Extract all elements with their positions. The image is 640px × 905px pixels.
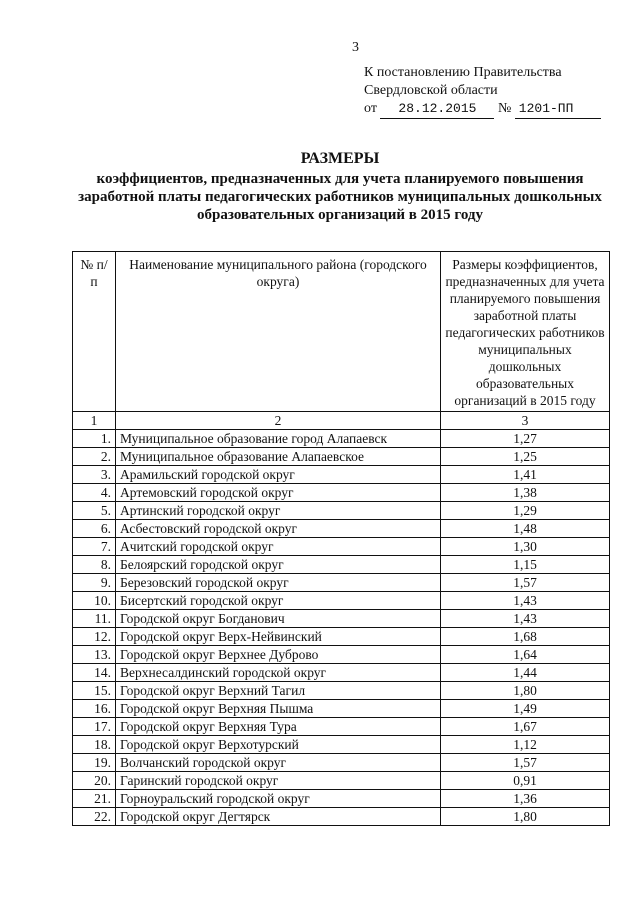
row-number: 11. [73,610,116,628]
row-coefficient: 1,68 [441,628,610,646]
date-prefix: от [364,101,377,116]
row-coefficient: 1,36 [441,790,610,808]
row-municipality: Городской округ Верхняя Пышма [116,700,441,718]
header-number: № п/п [73,252,116,412]
row-municipality: Городской округ Верхний Тагил [116,682,441,700]
column-index-2: 2 [116,412,441,430]
row-coefficient: 1,80 [441,808,610,826]
table-row [73,430,610,448]
row-number: 14. [73,664,116,682]
row-municipality: Ачитский городской округ [116,538,441,556]
table-row [73,574,610,592]
column-index-3: 3 [441,412,610,430]
row-coefficient: 1,15 [441,556,610,574]
row-municipality: Бисертский городской округ [116,592,441,610]
row-municipality: Городской округ Верхнее Дуброво [116,646,441,664]
row-number: 10. [73,592,116,610]
table-row [73,520,610,538]
row-municipality: Верхнесалдинский городской округ [116,664,441,682]
row-number: 19. [73,754,116,772]
row-coefficient: 1,57 [441,574,610,592]
row-municipality: Волчанский городской округ [116,754,441,772]
row-coefficient: 1,29 [441,502,610,520]
table-row [73,736,610,754]
title-line-2: заработной платы педагогических работников муниципальных дошкольных [78,189,602,205]
table-row [73,538,610,556]
document-number: 1201-ПП [515,100,601,119]
row-municipality: Городской округ Верхняя Тура [116,718,441,736]
row-coefficient: 1,27 [441,430,610,448]
table-row [73,466,610,484]
row-municipality: Городской округ Верх-Нейвинский [116,628,441,646]
row-municipality: Артемовский городской округ [116,484,441,502]
row-number: 20. [73,772,116,790]
row-number: 3. [73,466,116,484]
table-row [73,664,610,682]
row-coefficient: 1,38 [441,484,610,502]
row-number: 7. [73,538,116,556]
attachment-header [364,64,601,119]
row-number: 9. [73,574,116,592]
column-index-row [73,412,610,430]
row-coefficient: 1,43 [441,592,610,610]
table-row [73,700,610,718]
document-title [0,150,640,224]
row-number: 5. [73,502,116,520]
row-coefficient: 1,41 [441,466,610,484]
row-number: 12. [73,628,116,646]
row-municipality: Артинский городской округ [116,502,441,520]
row-municipality: Муниципальное образование город Алапаевск [116,430,441,448]
row-municipality: Белоярский городской округ [116,556,441,574]
row-number: 15. [73,682,116,700]
row-coefficient: 0,91 [441,772,610,790]
row-number: 22. [73,808,116,826]
table-row [73,628,610,646]
row-coefficient: 1,48 [441,520,610,538]
title-line-1: коэффициентов, предназначенных для учета планируемого повышения [96,171,584,187]
row-number: 13. [73,646,116,664]
row-coefficient: 1,30 [441,538,610,556]
title-line-3: образовательных организаций в 2015 году [197,207,483,223]
row-municipality: Гаринский городской округ [116,772,441,790]
table-row [73,682,610,700]
row-number: 18. [73,736,116,754]
row-coefficient: 1,44 [441,664,610,682]
row-coefficient: 1,25 [441,448,610,466]
row-number: 17. [73,718,116,736]
row-number: 8. [73,556,116,574]
row-municipality: Городской округ Богданович [116,610,441,628]
coefficients-table-wrap [72,251,610,826]
row-number: 1. [73,430,116,448]
row-coefficient: 1,49 [441,700,610,718]
table-row [73,448,610,466]
coefficients-table [72,251,610,826]
table-row [73,484,610,502]
row-number: 4. [73,484,116,502]
table-row [73,502,610,520]
row-coefficient: 1,12 [441,736,610,754]
table-row [73,556,610,574]
number-prefix: № [497,101,512,116]
title-main: РАЗМЕРЫ [300,150,380,167]
table-row [73,790,610,808]
row-number: 16. [73,700,116,718]
row-municipality: Муниципальное образование Алапаевское [116,448,441,466]
row-municipality: Березовский городской округ [116,574,441,592]
row-municipality: Арамильский городской округ [116,466,441,484]
row-number: 21. [73,790,116,808]
row-coefficient: 1,57 [441,754,610,772]
table-row [73,592,610,610]
row-municipality: Горноуральский городской округ [116,790,441,808]
row-coefficient: 1,67 [441,718,610,736]
table-row [73,610,610,628]
row-coefficient: 1,80 [441,682,610,700]
table-row [73,754,610,772]
header-municipality: Наименование муниципального района (городского округа) [116,252,441,412]
attachment-line-1: К постановлению Правительства [364,65,562,80]
table-row [73,718,610,736]
table-body [73,412,610,826]
document-date: 28.12.2015 [380,100,494,119]
row-coefficient: 1,43 [441,610,610,628]
attachment-line-2: Свердловской области [364,83,498,98]
row-number: 6. [73,520,116,538]
attachment-date-line [364,100,601,119]
row-municipality: Асбестовский городской округ [116,520,441,538]
table-row [73,808,610,826]
header-coefficient: Размеры коэффициентов, предназначенных для учета планируемого повышения заработной платы педагогических работников муниципальных дошкольных образовательных организаций в 2015 году [441,252,610,412]
table-header-row [73,252,610,412]
table-row [73,772,610,790]
row-coefficient: 1,64 [441,646,610,664]
table-row [73,646,610,664]
row-municipality: Городской округ Верхотурский [116,736,441,754]
row-municipality: Городской округ Дегтярск [116,808,441,826]
column-index-1: 1 [73,412,116,430]
page-number: 3 [352,40,359,55]
row-number: 2. [73,448,116,466]
